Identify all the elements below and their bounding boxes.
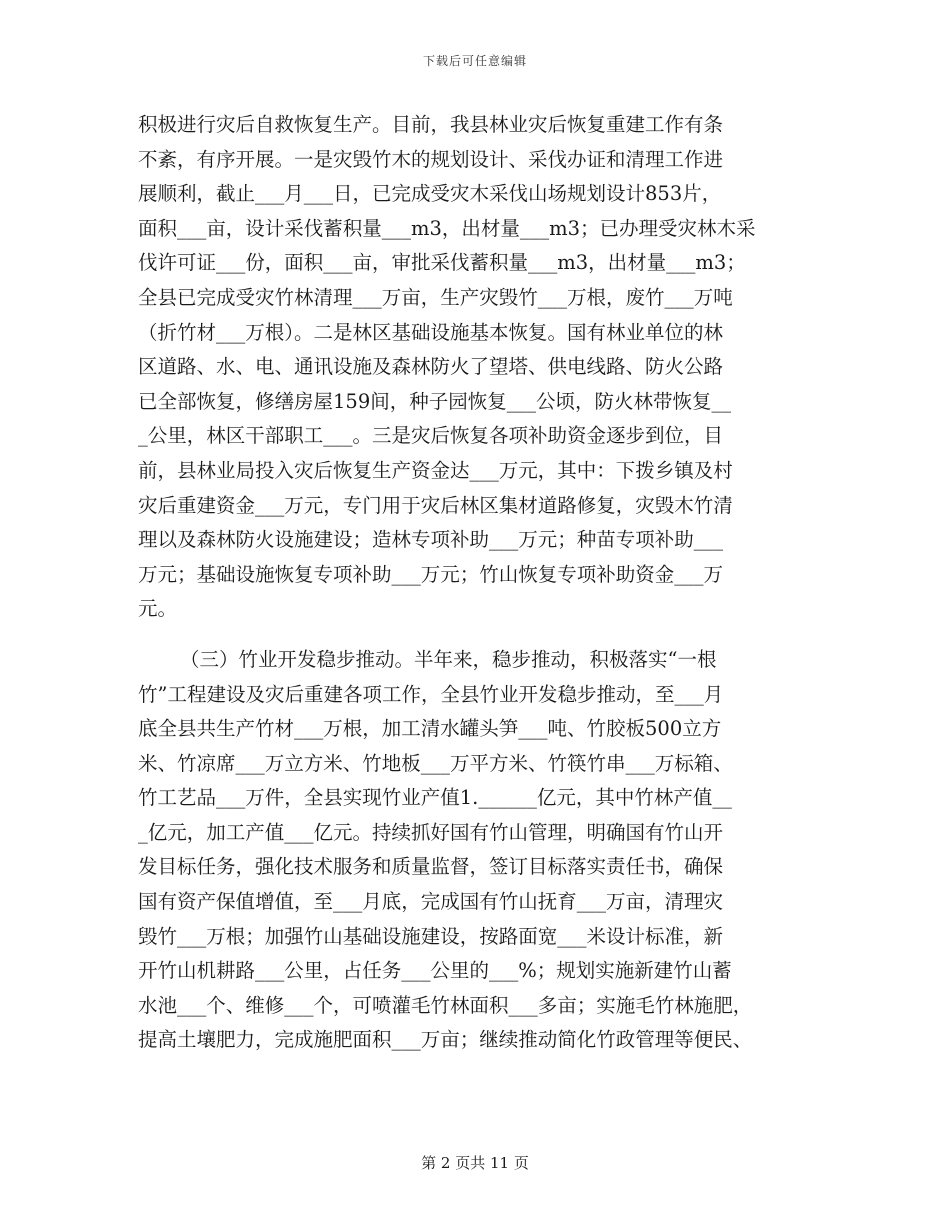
text-line: 全县已完成受灾竹林清理___万亩，生产灾毁竹___万根，废竹___万吨 [138,285,733,309]
text-line: 底全县共生产竹材___万根，加工清水罐头笋___吨、竹胶板500立方 [138,717,722,741]
text-line: 米、竹凉席___万立方米、竹地板___万平方米、竹筷竹串___万标箱、 [138,751,733,775]
text-line: 伐许可证___份，面积___亩，审批采伐蓄积量___m3，出材量___m3； [138,251,746,275]
text-line: 积极进行灾后自救恢复生产。目前，我县林业灾后恢复重建工作有条 [138,113,724,136]
paragraph-gap [138,627,818,643]
text-line: 灾后重建资金___万元，专门用于灾后林区集材道路修复，灾毁木竹清 [138,493,733,517]
text-line: 面积___亩，设计采伐蓄积量___m3，出材量___m3；已办理受灾林木采 [138,216,756,240]
text-line: 理以及森林防火设施建设；造林专项补助___万元；种苗专项补助___ [138,528,724,552]
text-line: 水池___个、维修___个，可喷灌毛竹林面积___多亩；实施毛竹林施肥， [138,993,753,1017]
text-line: 元。 [138,597,178,621]
text-line: 竹”工程建设及灾后重建各项工作，全县竹业开发稳步推动，至___月 [138,682,724,706]
document-body [138,108,818,1058]
page-footer: 第 2 页共 11 页 [421,1154,529,1172]
text-line: 万元；基础设施恢复专项补助___万元；竹山恢复专项补助资金___万 [138,562,724,586]
text-line: （折竹材___万根）。二是林区基础设施基本恢复。国有林业单位的林 [138,320,724,344]
text-line: 区道路、水、电、通讯设施及森林防火了望塔、供电线路、防火公路 [138,355,724,379]
page-header: 下载后可任意编辑 [422,54,527,68]
text-line: 不紊，有序开展。一是灾毁竹木的规划设计、采伐办证和清理工作进 [138,147,724,171]
text-line: _公里，林区干部职工___。三是灾后恢复各项补助资金逐步到位，目 [138,424,724,448]
text-line: （三）竹业开发稳步推动。半年来，稳步推动，积极落实“一根 [180,647,717,671]
text-line: 前，县林业局投入灾后恢复生产资金达___万元，其中：下拨乡镇及村 [138,458,733,482]
text-line: 展顺利，截止___月___日，已完成受灾木采伐山场规划设计853片， [138,182,722,206]
text-line: 发目标任务，强化技术服务和质量监督，签订目标落实责任书，确保 [138,855,724,879]
text-line: 提高土壤肥力，完成施肥面积___万亩；继续推动简化竹政管理等便民、 [138,1028,753,1052]
text-line: 开竹山机耕路___公里，占任务___公里的___%；规划实施新建竹山蓄 [138,959,732,983]
paragraph [138,108,818,627]
text-line: 毁竹___万根；加强竹山基础设施建设，按路面宽___米设计标准，新 [138,924,724,948]
text-line: 已全部恢复，修缮房屋159间，种子园恢复___公顷，防火林带恢复__ [138,389,731,413]
text-line: 国有资产保值增值，至___月底，完成国有竹山抚育___万亩，清理灾 [138,890,724,914]
paragraph [138,643,818,1058]
text-line: _亿元，加工产值___亿元。持续抓好国有竹山管理，明确国有竹山开 [138,820,724,844]
text-line: 竹工艺品___万件，全县实现竹业产值1.______亿元，其中竹林产值__ [138,786,732,810]
